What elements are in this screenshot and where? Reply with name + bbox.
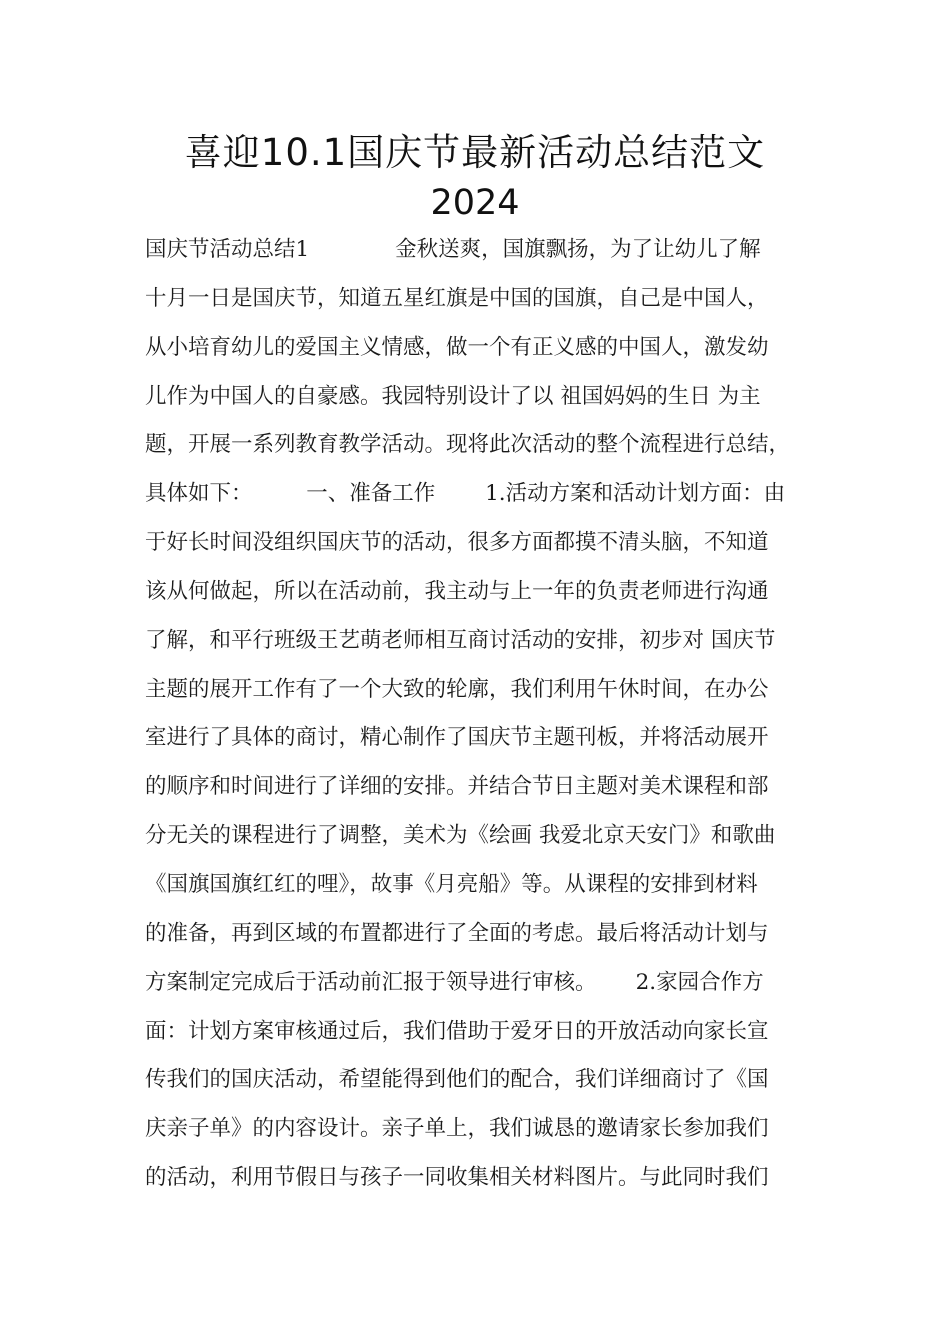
body-line: 分无关的课程进行了调整，美术为《绘画 我爱北京天安门》和歌曲 <box>145 823 776 849</box>
body-line: 从小培育幼儿的爱国主义情感，做一个有正义感的中国人，激发幼 <box>145 334 769 360</box>
body-line: 具体如下： 一、准备工作 1.活动方案和活动计划方面：由 <box>145 481 786 507</box>
body-line: 方案制定完成后于活动前汇报于领导进行审核。 2.家园合作方 <box>145 969 764 995</box>
body-line: 主题的展开工作有了一个大致的轮廓，我们利用午休时间，在办公 <box>145 676 769 702</box>
body-line: 国庆节活动总结1 金秋送爽，国旗飘扬，为了让幼儿了解 <box>145 237 761 262</box>
body-line: 十月一日是国庆节，知道五星红旗是中国的国旗，自己是中国人， <box>145 285 769 311</box>
body-line: 该从何做起，所以在活动前，我主动与上一年的负责老师进行沟通 <box>145 578 769 604</box>
body-line: 于好长时间没组织国庆节的活动，很多方面都摸不清头脑，不知道 <box>145 530 769 556</box>
body-line: 了解，和平行班级王艺萌老师相互商讨活动的安排，初步对 国庆节 <box>145 627 776 653</box>
body-line: 室进行了具体的商讨，精心制作了国庆节主题刊板，并将活动展开 <box>145 725 769 751</box>
body-line: 《国旗国旗红红的哩》，故事《月亮船》等。从课程的安排到材料 <box>145 871 758 897</box>
body-line: 传我们的国庆活动，希望能得到他们的配合，我们详细商讨了《国 <box>145 1067 769 1093</box>
document-body <box>145 234 813 1211</box>
document-title <box>0 128 950 226</box>
body-line: 的准备，再到区域的布置都进行了全面的考虑。最后将活动计划与 <box>145 920 769 946</box>
body-line: 题，开展一系列教育教学活动。现将此次活动的整个流程进行总结， <box>145 432 791 458</box>
body-line: 的活动，利用节假日与孩子一同收集相关材料图片。与此同时我们 <box>145 1165 769 1191</box>
title-line-1: 喜迎10.1国庆节最新活动总结范文 <box>184 131 766 174</box>
body-line: 面：计划方案审核通过后，我们借助于爱牙日的开放活动向家长宣 <box>145 1018 769 1044</box>
body-line: 儿作为中国人的自豪感。我园特别设计了以 祖国妈妈的生日 为主 <box>145 383 761 409</box>
title-line-2: 2024 <box>430 183 520 223</box>
body-line: 的顺序和时间进行了详细的安排。并结合节日主题对美术课程和部 <box>145 774 769 800</box>
body-line: 庆亲子单》的内容设计。亲子单上，我们诚恳的邀请家长参加我们 <box>145 1116 769 1142</box>
